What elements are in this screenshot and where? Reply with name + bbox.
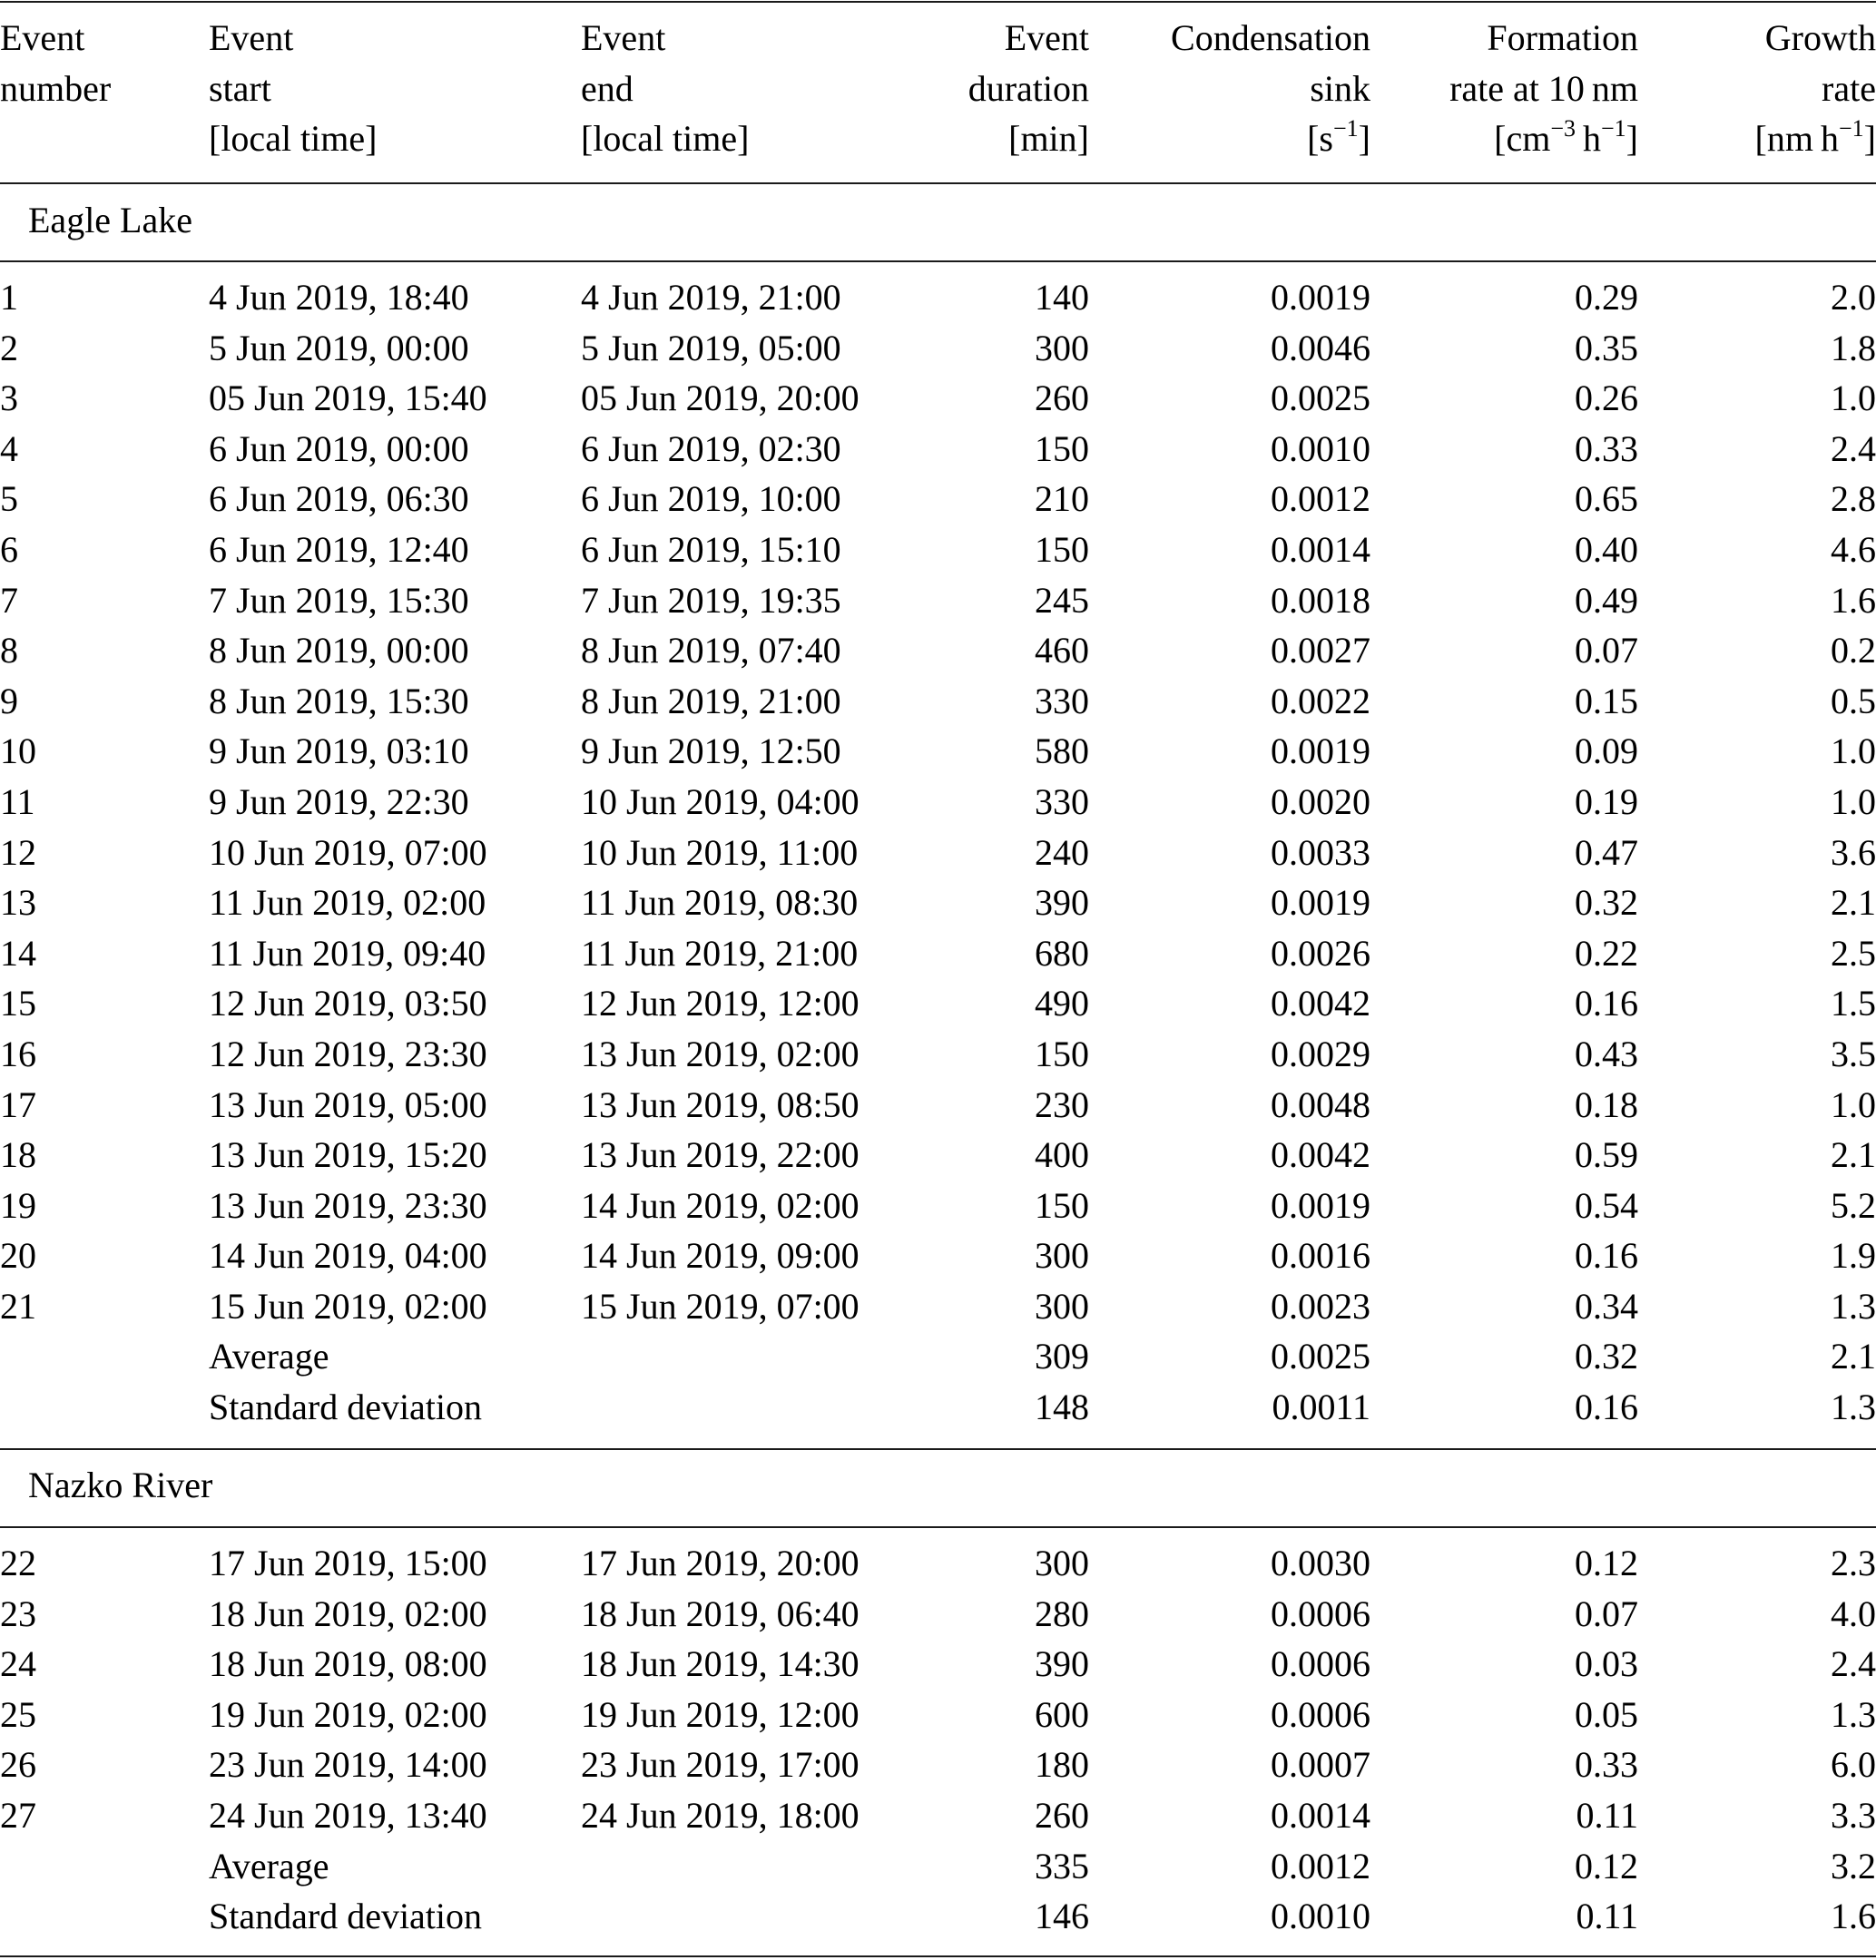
cell-growth-rate: 3.2 — [1831, 1845, 1876, 1886]
cell-growth-rate: 1.6 — [1831, 1896, 1876, 1937]
cell-condensation-sink: 0.0025 — [1271, 377, 1370, 419]
cell-event-end — [581, 1841, 953, 1892]
cell-condensation-sink: 0.0023 — [1271, 1285, 1370, 1327]
table-row — [0, 373, 1876, 424]
cell-formation-rate: 0.43 — [1575, 1033, 1638, 1074]
cell-condensation-sink: 0.0006 — [1271, 1693, 1370, 1735]
header-event-number-line2: number — [0, 67, 112, 109]
cell-condensation-sink: 0.0014 — [1271, 1794, 1370, 1836]
cell-event-end: 6 Jun 2019, 10:00 — [581, 478, 841, 520]
cell-condensation-sink: 0.0033 — [1271, 831, 1370, 873]
cell-event-start: 05 Jun 2019, 15:40 — [209, 377, 487, 419]
cell-event-duration: 300 — [1035, 1285, 1089, 1327]
top-rule — [0, 1, 1876, 3]
cell-event-end: 23 Jun 2019, 17:00 — [581, 1744, 859, 1786]
cell-event-number: 7 — [0, 579, 18, 621]
cell-event-number: 23 — [0, 1592, 36, 1634]
cell-event-start: 12 Jun 2019, 03:50 — [209, 983, 487, 1024]
cell-event-number: 14 — [0, 932, 36, 974]
cell-event-number: 25 — [0, 1693, 36, 1735]
table-row — [0, 1080, 1876, 1131]
cell-event-end: 13 Jun 2019, 02:00 — [581, 1033, 859, 1074]
cell-event-start: 4 Jun 2019, 18:40 — [209, 277, 469, 318]
cell-event-end: 4 Jun 2019, 21:00 — [581, 277, 841, 318]
cell-condensation-sink: 0.0042 — [1271, 983, 1370, 1024]
cell-event-duration: 309 — [1035, 1336, 1089, 1377]
gr-unit-base: [nm h — [1754, 118, 1839, 160]
cell-event-start: 6 Jun 2019, 12:40 — [209, 528, 469, 570]
cell-event-number: 19 — [0, 1184, 36, 1226]
cell-growth-rate: 0.5 — [1831, 680, 1876, 721]
cell-event-number — [0, 1382, 209, 1433]
table-row — [0, 424, 1876, 475]
cell-condensation-sink: 0.0018 — [1271, 579, 1370, 621]
cell-event-number: 5 — [0, 478, 18, 520]
cell-formation-rate: 0.65 — [1575, 478, 1638, 520]
cell-event-start: 24 Jun 2019, 13:40 — [209, 1794, 487, 1836]
cell-condensation-sink: 0.0020 — [1271, 780, 1370, 822]
cell-growth-rate: 4.6 — [1831, 528, 1876, 570]
summary-row-std-dev — [0, 1382, 1876, 1433]
cs-unit-base: [s — [1307, 118, 1333, 160]
cell-formation-rate: 0.07 — [1575, 1592, 1638, 1634]
cell-event-start: 9 Jun 2019, 22:30 — [209, 780, 469, 822]
cell-event-duration: 240 — [1035, 831, 1089, 873]
cell-condensation-sink: 0.0027 — [1271, 630, 1370, 671]
cell-condensation-sink: 0.0019 — [1271, 277, 1370, 318]
cell-condensation-sink: 0.0019 — [1271, 730, 1370, 772]
cell-event-duration: 330 — [1035, 780, 1089, 822]
header-growth-rate: Growth — [1764, 17, 1876, 58]
cell-condensation-sink: 0.0019 — [1271, 1184, 1370, 1226]
cell-formation-rate: 0.11 — [1576, 1794, 1638, 1836]
cell-event-end: 17 Jun 2019, 20:00 — [581, 1543, 859, 1583]
cell-event-duration: 245 — [1035, 579, 1089, 621]
table-row — [0, 1690, 1876, 1740]
cell-growth-rate: 6.0 — [1831, 1744, 1876, 1786]
cell-growth-rate: 1.3 — [1831, 1387, 1876, 1428]
cell-event-number: 22 — [0, 1543, 36, 1583]
cell-event-start: 9 Jun 2019, 03:10 — [209, 730, 469, 772]
gr-unit-exp: −1 — [1839, 115, 1864, 142]
cell-formation-rate: 0.54 — [1575, 1184, 1638, 1226]
cell-growth-rate: 2.1 — [1831, 1336, 1876, 1377]
eagle-lake-table-body — [0, 272, 1876, 1433]
cell-formation-rate: 0.05 — [1575, 1693, 1638, 1735]
cell-condensation-sink: 0.0006 — [1271, 1592, 1370, 1634]
cell-formation-rate: 0.35 — [1575, 327, 1638, 368]
cell-growth-rate: 2.3 — [1831, 1543, 1876, 1583]
cell-event-number: 4 — [0, 427, 18, 469]
cell-event-duration: 330 — [1035, 680, 1089, 721]
table-row — [0, 524, 1876, 575]
cell-event-end: 8 Jun 2019, 07:40 — [581, 630, 841, 671]
table-row — [0, 1230, 1876, 1281]
cell-event-start: 6 Jun 2019, 00:00 — [209, 427, 469, 469]
cell-event-start: 19 Jun 2019, 02:00 — [209, 1693, 487, 1735]
cell-formation-rate: 0.32 — [1575, 1336, 1638, 1377]
cell-event-start: Standard deviation — [209, 1896, 483, 1937]
cell-formation-rate: 0.19 — [1575, 780, 1638, 822]
cell-event-end: 18 Jun 2019, 06:40 — [581, 1592, 859, 1634]
header-growth-rate-line2: rate — [1822, 67, 1876, 109]
cell-formation-rate: 0.32 — [1575, 882, 1638, 924]
cell-event-end: 6 Jun 2019, 15:10 — [581, 528, 841, 570]
cell-event-start: 11 Jun 2019, 09:40 — [209, 932, 486, 974]
cell-event-duration: 146 — [1035, 1896, 1089, 1937]
cell-formation-rate: 0.22 — [1575, 932, 1638, 974]
cell-event-duration: 260 — [1035, 1794, 1089, 1836]
cell-growth-rate: 3.6 — [1831, 831, 1876, 873]
cell-event-end: 24 Jun 2019, 18:00 — [581, 1794, 859, 1836]
cell-formation-rate: 0.59 — [1575, 1134, 1638, 1176]
eagle-lake-bottom-rule — [0, 1448, 1876, 1450]
cell-condensation-sink: 0.0026 — [1271, 932, 1370, 974]
cell-event-number: 20 — [0, 1235, 36, 1277]
table-header — [0, 13, 1876, 164]
header-row-3 — [0, 113, 1876, 164]
cell-event-duration: 260 — [1035, 377, 1089, 419]
table-row — [0, 828, 1876, 878]
cell-event-start: 8 Jun 2019, 15:30 — [209, 680, 469, 721]
cell-growth-rate: 1.0 — [1831, 377, 1876, 419]
cell-growth-rate: 1.9 — [1831, 1235, 1876, 1277]
cell-growth-rate: 2.4 — [1831, 1643, 1876, 1685]
table-row — [0, 726, 1876, 777]
header-formation-rate-line2: rate at 10 nm — [1449, 67, 1638, 109]
cell-event-duration: 150 — [1035, 1184, 1089, 1226]
cell-growth-rate: 1.0 — [1831, 1083, 1876, 1125]
cell-event-number: 15 — [0, 983, 36, 1024]
cell-formation-rate: 0.33 — [1575, 1744, 1638, 1786]
summary-row-average — [0, 1841, 1876, 1892]
cell-event-number: 16 — [0, 1033, 36, 1074]
cell-formation-rate: 0.16 — [1575, 1387, 1638, 1428]
cell-condensation-sink: 0.0030 — [1271, 1543, 1370, 1583]
header-row-1 — [0, 13, 1876, 64]
cell-event-duration: 300 — [1035, 327, 1089, 368]
table-row — [0, 1029, 1876, 1080]
cell-event-end: 9 Jun 2019, 12:50 — [581, 730, 841, 772]
cell-event-number: 26 — [0, 1744, 36, 1786]
cell-event-start: 7 Jun 2019, 15:30 — [209, 579, 469, 621]
cell-event-start: 14 Jun 2019, 04:00 — [209, 1235, 487, 1277]
eagle-lake-section-rule — [0, 260, 1876, 262]
cell-event-end: 10 Jun 2019, 04:00 — [581, 780, 859, 822]
cell-condensation-sink: 0.0007 — [1271, 1744, 1370, 1786]
header-event-duration: Event — [1004, 17, 1089, 58]
cell-event-end: 12 Jun 2019, 12:00 — [581, 983, 859, 1024]
header-condensation-sink: Condensation — [1171, 17, 1370, 58]
cell-event-number: 12 — [0, 831, 36, 873]
cell-event-duration: 680 — [1035, 932, 1089, 974]
header-event-number: Event — [0, 17, 85, 58]
cell-growth-rate: 5.2 — [1831, 1184, 1876, 1226]
cell-event-number: 17 — [0, 1083, 36, 1125]
cell-event-number: 10 — [0, 730, 36, 772]
cell-growth-rate: 1.3 — [1831, 1693, 1876, 1735]
cell-event-start: 5 Jun 2019, 00:00 — [209, 327, 469, 368]
cell-formation-rate: 0.12 — [1575, 1543, 1638, 1583]
cell-growth-rate: 2.4 — [1831, 427, 1876, 469]
table-row — [0, 1181, 1876, 1231]
cell-event-number: 24 — [0, 1643, 36, 1685]
cell-growth-rate: 2.8 — [1831, 478, 1876, 520]
table-row — [0, 928, 1876, 979]
cell-event-start: 18 Jun 2019, 08:00 — [209, 1643, 487, 1685]
cell-event-number: 11 — [0, 780, 35, 822]
cell-formation-rate: 0.16 — [1575, 1235, 1638, 1277]
cell-condensation-sink: 0.0042 — [1271, 1134, 1370, 1176]
cell-condensation-sink: 0.0010 — [1271, 1896, 1370, 1937]
cell-event-duration: 400 — [1035, 1134, 1089, 1176]
cell-event-duration: 580 — [1035, 730, 1089, 772]
cell-event-end: 11 Jun 2019, 21:00 — [581, 932, 859, 974]
cell-event-end: 7 Jun 2019, 19:35 — [581, 579, 841, 621]
table-row — [0, 625, 1876, 676]
nazko-river-table-body — [0, 1538, 1876, 1942]
cell-growth-rate: 1.8 — [1831, 327, 1876, 368]
cs-unit-close: ] — [1358, 118, 1370, 160]
cell-event-duration: 150 — [1035, 528, 1089, 570]
header-formation-rate-unit — [1370, 113, 1638, 164]
cell-condensation-sink: 0.0011 — [1272, 1387, 1370, 1428]
header-event-start-line2: start — [209, 67, 271, 109]
table-row — [0, 676, 1876, 727]
cell-event-end: 13 Jun 2019, 08:50 — [581, 1083, 859, 1125]
header-event-start: Event — [209, 17, 294, 58]
cell-formation-rate: 0.03 — [1575, 1643, 1638, 1685]
cell-growth-rate: 1.0 — [1831, 780, 1876, 822]
header-row-2 — [0, 64, 1876, 114]
cell-growth-rate: 3.3 — [1831, 1794, 1876, 1836]
cell-event-end: 6 Jun 2019, 02:30 — [581, 427, 841, 469]
table-row — [0, 978, 1876, 1029]
cell-event-duration: 390 — [1035, 1643, 1089, 1685]
fr-unit-base2: h — [1575, 118, 1601, 160]
cell-event-duration: 300 — [1035, 1543, 1089, 1583]
cell-condensation-sink: 0.0046 — [1271, 327, 1370, 368]
cell-event-number: 18 — [0, 1134, 36, 1176]
cell-condensation-sink: 0.0016 — [1271, 1235, 1370, 1277]
table-row — [0, 272, 1876, 323]
nazko-river-section-rule — [0, 1526, 1876, 1528]
table-row — [0, 323, 1876, 374]
cell-growth-rate: 2.5 — [1831, 932, 1876, 974]
cell-event-duration: 600 — [1035, 1693, 1089, 1735]
cell-formation-rate: 0.33 — [1575, 427, 1638, 469]
cell-formation-rate: 0.15 — [1575, 680, 1638, 721]
cell-event-start: 23 Jun 2019, 14:00 — [209, 1744, 487, 1786]
cell-formation-rate: 0.34 — [1575, 1285, 1638, 1327]
cell-event-start: 10 Jun 2019, 07:00 — [209, 831, 487, 873]
cell-formation-rate: 0.49 — [1575, 579, 1638, 621]
cell-event-duration: 230 — [1035, 1083, 1089, 1125]
bottom-rule — [0, 1955, 1876, 1957]
table-row — [0, 1281, 1876, 1332]
cell-event-number: 27 — [0, 1794, 36, 1836]
cell-event-number: 6 — [0, 528, 18, 570]
cell-formation-rate: 0.40 — [1575, 528, 1638, 570]
cell-event-start: 13 Jun 2019, 05:00 — [209, 1083, 487, 1125]
cell-condensation-sink: 0.0010 — [1271, 427, 1370, 469]
cell-growth-rate: 1.5 — [1831, 983, 1876, 1024]
cell-event-start: 13 Jun 2019, 23:30 — [209, 1184, 487, 1226]
cs-unit-exp: −1 — [1333, 115, 1359, 142]
cell-formation-rate: 0.26 — [1575, 377, 1638, 419]
gr-unit-close: ] — [1863, 118, 1876, 160]
cell-event-start: 8 Jun 2019, 00:00 — [209, 630, 469, 671]
cell-formation-rate: 0.29 — [1575, 277, 1638, 318]
cell-event-duration: 150 — [1035, 1033, 1089, 1074]
cell-event-end: 18 Jun 2019, 14:30 — [581, 1643, 859, 1685]
cell-event-end: 19 Jun 2019, 12:00 — [581, 1693, 859, 1735]
header-formation-rate: Formation — [1487, 17, 1638, 58]
header-growth-rate-unit — [1638, 113, 1876, 164]
cell-growth-rate: 2.1 — [1831, 1134, 1876, 1176]
cell-event-end: 10 Jun 2019, 11:00 — [581, 831, 859, 873]
cell-event-start: Standard deviation — [209, 1387, 483, 1428]
cell-condensation-sink: 0.0025 — [1271, 1336, 1370, 1377]
cell-event-end: 14 Jun 2019, 09:00 — [581, 1235, 859, 1277]
cell-event-start: Average — [209, 1845, 329, 1886]
cell-event-end: 5 Jun 2019, 05:00 — [581, 327, 841, 368]
cell-condensation-sink: 0.0012 — [1271, 478, 1370, 520]
cell-event-end: 11 Jun 2019, 08:30 — [581, 882, 859, 924]
summary-row-average — [0, 1331, 1876, 1382]
cell-event-start: 13 Jun 2019, 15:20 — [209, 1134, 487, 1176]
cell-growth-rate: 1.6 — [1831, 579, 1876, 621]
fr-unit-close: ] — [1626, 118, 1638, 160]
cell-formation-rate: 0.12 — [1575, 1845, 1638, 1886]
cell-event-duration: 210 — [1035, 478, 1089, 520]
table-row — [0, 1130, 1876, 1181]
header-event-number-line3 — [0, 113, 209, 164]
table-row — [0, 1790, 1876, 1841]
cell-event-start: 18 Jun 2019, 02:00 — [209, 1592, 487, 1634]
cell-formation-rate: 0.47 — [1575, 831, 1638, 873]
cell-event-number: 2 — [0, 327, 18, 368]
fr-unit-exp1: −3 — [1550, 115, 1576, 142]
section-label-eagle-lake: Eagle Lake — [28, 200, 192, 240]
cell-condensation-sink: 0.0029 — [1271, 1033, 1370, 1074]
cell-growth-rate: 2.1 — [1831, 882, 1876, 924]
cell-event-duration: 390 — [1035, 882, 1089, 924]
cell-event-duration: 148 — [1035, 1387, 1089, 1428]
cell-condensation-sink: 0.0014 — [1271, 528, 1370, 570]
cell-formation-rate: 0.11 — [1576, 1896, 1638, 1937]
cell-condensation-sink: 0.0019 — [1271, 882, 1370, 924]
cell-event-duration: 280 — [1035, 1592, 1089, 1634]
cell-condensation-sink: 0.0022 — [1271, 680, 1370, 721]
cell-condensation-sink: 0.0012 — [1271, 1845, 1370, 1886]
fr-unit-base1: [cm — [1494, 118, 1551, 160]
cell-formation-rate: 0.07 — [1575, 630, 1638, 671]
cell-growth-rate: 2.0 — [1831, 277, 1876, 318]
cell-event-end — [581, 1382, 953, 1433]
cell-formation-rate: 0.16 — [1575, 983, 1638, 1024]
cell-event-number — [0, 1841, 209, 1892]
cell-event-number: 3 — [0, 377, 18, 419]
cell-formation-rate: 0.18 — [1575, 1083, 1638, 1125]
table-row — [0, 575, 1876, 626]
header-condensation-sink-unit — [1089, 113, 1370, 164]
cell-event-duration: 335 — [1035, 1845, 1089, 1886]
cell-event-start: 15 Jun 2019, 02:00 — [209, 1285, 487, 1327]
fr-unit-exp2: −1 — [1601, 115, 1626, 142]
summary-row-std-dev — [0, 1891, 1876, 1942]
cell-event-start: 11 Jun 2019, 02:00 — [209, 882, 486, 924]
cell-event-number — [0, 1891, 209, 1942]
cell-event-end — [581, 1331, 953, 1382]
cell-event-start: 12 Jun 2019, 23:30 — [209, 1033, 487, 1074]
cell-event-start: 6 Jun 2019, 06:30 — [209, 478, 469, 520]
cell-condensation-sink: 0.0048 — [1271, 1083, 1370, 1125]
table-row — [0, 777, 1876, 828]
cell-event-duration: 180 — [1035, 1744, 1089, 1786]
table-row — [0, 1538, 1876, 1589]
cell-event-number: 9 — [0, 680, 18, 721]
cell-growth-rate: 1.3 — [1831, 1285, 1876, 1327]
cell-event-end: 8 Jun 2019, 21:00 — [581, 680, 841, 721]
cell-formation-rate: 0.09 — [1575, 730, 1638, 772]
cell-event-duration: 490 — [1035, 983, 1089, 1024]
table-row — [0, 1740, 1876, 1790]
header-event-duration-line2: duration — [967, 67, 1089, 109]
header-event-duration-unit: [min] — [1008, 118, 1089, 160]
cell-growth-rate: 4.0 — [1831, 1592, 1876, 1634]
cell-event-number: 8 — [0, 630, 18, 671]
header-event-end: Event — [581, 17, 666, 58]
cell-growth-rate: 1.0 — [1831, 730, 1876, 772]
cell-event-number — [0, 1331, 209, 1382]
cell-event-end: 13 Jun 2019, 22:00 — [581, 1134, 859, 1176]
cell-event-end — [581, 1891, 953, 1942]
cell-event-duration: 460 — [1035, 630, 1089, 671]
cell-condensation-sink: 0.0006 — [1271, 1643, 1370, 1685]
cell-growth-rate: 3.5 — [1831, 1033, 1876, 1074]
table-row — [0, 877, 1876, 928]
cell-event-end: 14 Jun 2019, 02:00 — [581, 1184, 859, 1226]
table-row — [0, 1639, 1876, 1690]
section-label-nazko-river: Nazko River — [28, 1465, 213, 1505]
cell-event-start: Average — [209, 1336, 329, 1377]
header-event-end-line2: end — [581, 67, 634, 109]
header-bottom-rule — [0, 182, 1876, 184]
header-event-start-unit: [local time] — [209, 118, 378, 160]
header-event-end-unit: [local time] — [581, 118, 750, 160]
cell-event-duration: 140 — [1035, 277, 1089, 318]
cell-event-number: 1 — [0, 277, 18, 318]
table-row — [0, 474, 1876, 524]
cell-event-duration: 150 — [1035, 427, 1089, 469]
header-condensation-sink-line2: sink — [1310, 67, 1370, 109]
cell-growth-rate: 0.2 — [1831, 630, 1876, 671]
cell-event-start: 17 Jun 2019, 15:00 — [209, 1543, 487, 1583]
cell-event-number: 13 — [0, 882, 36, 924]
cell-event-end: 05 Jun 2019, 20:00 — [581, 377, 859, 419]
cell-event-number: 21 — [0, 1285, 36, 1327]
cell-event-end: 15 Jun 2019, 07:00 — [581, 1285, 859, 1327]
cell-event-duration: 300 — [1035, 1235, 1089, 1277]
table-row — [0, 1589, 1876, 1640]
